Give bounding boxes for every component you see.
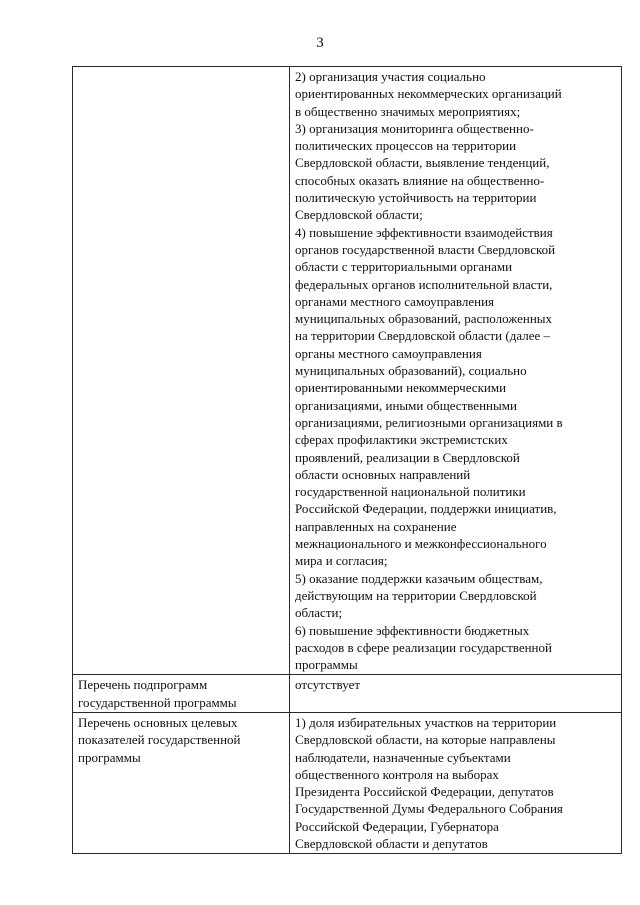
row-value-line: 2) организация участия социально <box>295 69 486 84</box>
row-label-line: показателей государственной <box>78 732 241 748</box>
row-value-line: ориентированных некоммерческих организаций <box>295 86 562 102</box>
row-value-line: в общественно значимых мероприятиях; <box>295 103 521 119</box>
row-value-line: отсутствует <box>295 677 361 693</box>
row-label-line: Перечень основных целевых <box>78 714 238 730</box>
row-value-line: сферах профилактики экстремистских <box>295 432 508 448</box>
row-value-line: Свердловской области, выявление тенденций, <box>295 155 550 171</box>
row-value-line: Российской Федерации, поддержки инициатив, <box>295 501 557 517</box>
row-label-cell <box>73 67 290 675</box>
row-label-cell <box>73 675 290 713</box>
row-value-line: государственной национальной политики <box>295 484 526 500</box>
row-value-cell <box>290 67 622 675</box>
row-value-line: федеральных органов исполнительной власти, <box>295 276 553 292</box>
row-value-line: политических процессов на территории <box>295 138 517 154</box>
row-value-line: Свердловской области, на которые направлены <box>295 732 556 748</box>
row-value-line: расходов в сфере реализации государственной <box>295 639 552 655</box>
row-value-line: межнационального и межконфессионального <box>295 536 547 552</box>
row-value-line: области; <box>295 605 343 621</box>
row-value-line: общественного контроля на выборах <box>295 766 499 782</box>
row-value-line: способных оказать влияние на общественно- <box>295 172 545 188</box>
row-label-cell <box>73 712 290 853</box>
row-value-line: 3) организация мониторинга общественно- <box>295 120 534 136</box>
row-value-line: Государственной Думы Федерального Собрания <box>295 801 563 817</box>
row-label-line: Перечень подпрограмм <box>78 677 208 693</box>
row-value-line: 4) повышение эффективности взаимодействия <box>295 224 553 240</box>
table-row-objectives <box>73 67 622 675</box>
row-value-line: на территории Свердловской области (далее – <box>295 328 550 344</box>
row-value-cell <box>290 675 622 713</box>
row-value-line: программы <box>295 657 358 673</box>
row-label-line: государственной программы <box>78 694 237 710</box>
row-value-line: мира и согласия; <box>295 553 388 569</box>
row-value-line: области с территориальными органами <box>295 259 513 275</box>
row-value-line: муниципальных образований, расположенных <box>295 311 553 327</box>
row-value-line: 6) повышение эффективности бюджетных <box>295 622 530 638</box>
row-value-line: Президента Российской Федерации, депутатов <box>295 784 554 800</box>
row-value-line: органов государственной власти Свердловской <box>295 241 556 257</box>
row-value-line: действующим на территории Свердловской <box>295 587 537 603</box>
row-value-line: Свердловской области; <box>295 207 423 223</box>
page-number: 3 <box>316 35 324 51</box>
row-value-line: Российской Федерации, Губернатора <box>295 818 499 834</box>
row-value-line: муниципальных образований), социально <box>295 363 527 379</box>
program-passport-table <box>72 66 622 854</box>
row-value-line: организациями, иными общественными <box>295 397 517 413</box>
row-value-line: органами местного самоуправления <box>295 293 495 309</box>
row-value-line: наблюдатели, назначенные субъектами <box>295 749 511 765</box>
row-value-line: органы местного самоуправления <box>295 345 482 361</box>
row-value-line: направленных на сохранение <box>295 518 457 534</box>
table-row-target-indicators <box>73 712 622 853</box>
row-value-line: организациями, религиозными организациями в <box>295 414 563 430</box>
row-value-line: области основных направлений <box>295 466 471 482</box>
row-value-line: 1) доля избирательных участков на территории <box>295 714 557 730</box>
row-value-line: 5) оказание поддержки казачьим обществам, <box>295 570 543 586</box>
row-value-line: политическую устойчивость на территории <box>295 190 537 206</box>
row-value-cell <box>290 712 622 853</box>
table-row-subprograms <box>73 675 622 713</box>
row-label-line: программы <box>78 749 141 765</box>
row-value-line: проявлений, реализации в Свердловской <box>295 449 520 465</box>
row-value-line: Свердловской области и депутатов <box>295 836 488 852</box>
row-value-line: ориентированными некоммерческими <box>295 380 507 396</box>
